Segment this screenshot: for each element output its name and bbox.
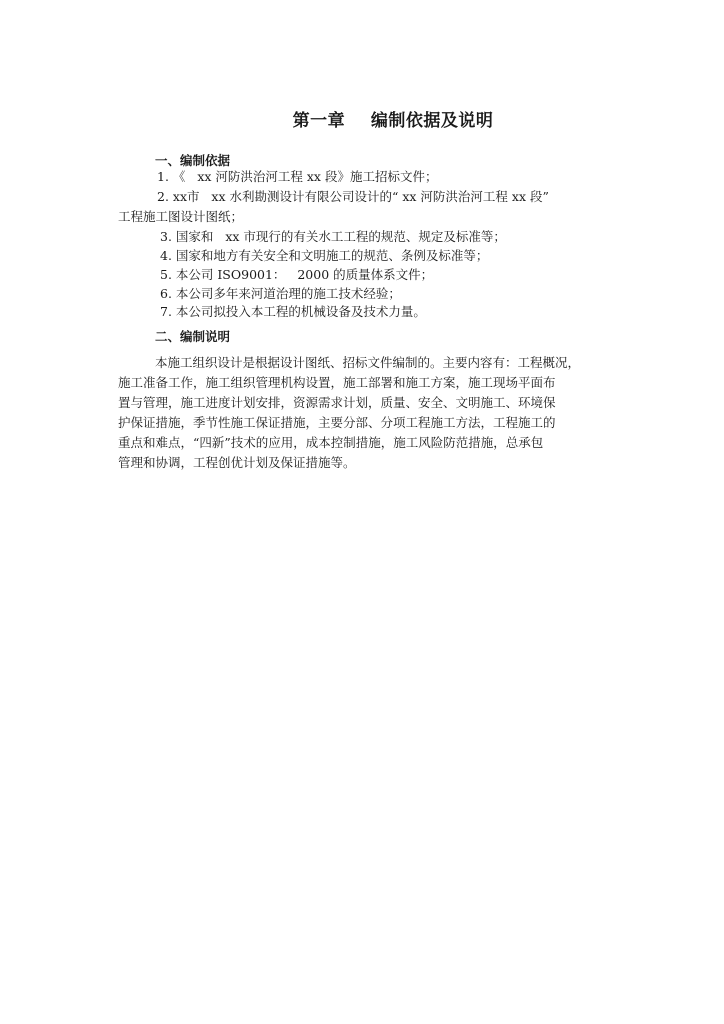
explanation-line-3: 置与管理，施工进度计划安排，资源需求计划，质量、安全、文明施工、环境保 xyxy=(118,395,556,410)
basis-item-4: 4. 国家和地方有关安全和文明施工的规范、条例及标准等； xyxy=(160,248,489,263)
basis-item-2: 2. xx市 xx 水利勘测设计有限公司设计的“ xx 河防洪治河工程 xx 段” xyxy=(157,189,549,204)
explanation-line-4: 护保证措施，季节性施工保证措施，主要分部、分项工程施工方法，工程施工的 xyxy=(118,415,556,430)
basis-item-6: 6. 本公司多年来河道治理的施工技术经验； xyxy=(160,286,401,301)
explanation-line-2: 施工准备工作，施工组织管理机构设置，施工部署和施工方案，施工现场平面布 xyxy=(118,375,556,390)
basis-item-7: 7. 本公司拟投入本工程的机械设备及技术力量。 xyxy=(160,304,426,319)
basis-item-3: 3. 国家和 xx 市现行的有关水工工程的规范、规定及标准等； xyxy=(160,229,506,244)
basis-item-2-continued: 工程施工图设计图纸； xyxy=(118,209,244,224)
section-heading-explanation: 二、编制说明 xyxy=(155,329,231,344)
explanation-line-1: 本施工组织设计是根据设计图纸、招标文件编制的。主要内容有：工程概况， xyxy=(155,355,581,370)
basis-item-1: 1. 《 xx 河防洪治河工程 xx 段》施工招标文件； xyxy=(157,169,438,184)
section-heading-basis: 一、编制依据 xyxy=(155,153,231,168)
explanation-line-5: 重点和难点，“四新”技术的应用，成本控制措施，施工风险防范措施，总承包 xyxy=(118,435,544,450)
basis-item-5: 5. 本公司 ISO9001： 2000 的质量体系文件； xyxy=(160,267,434,282)
chapter-title: 第一章 编制依据及说明 xyxy=(292,111,494,131)
explanation-line-6: 管理和协调，工程创优计划及保证措施等。 xyxy=(118,455,356,470)
